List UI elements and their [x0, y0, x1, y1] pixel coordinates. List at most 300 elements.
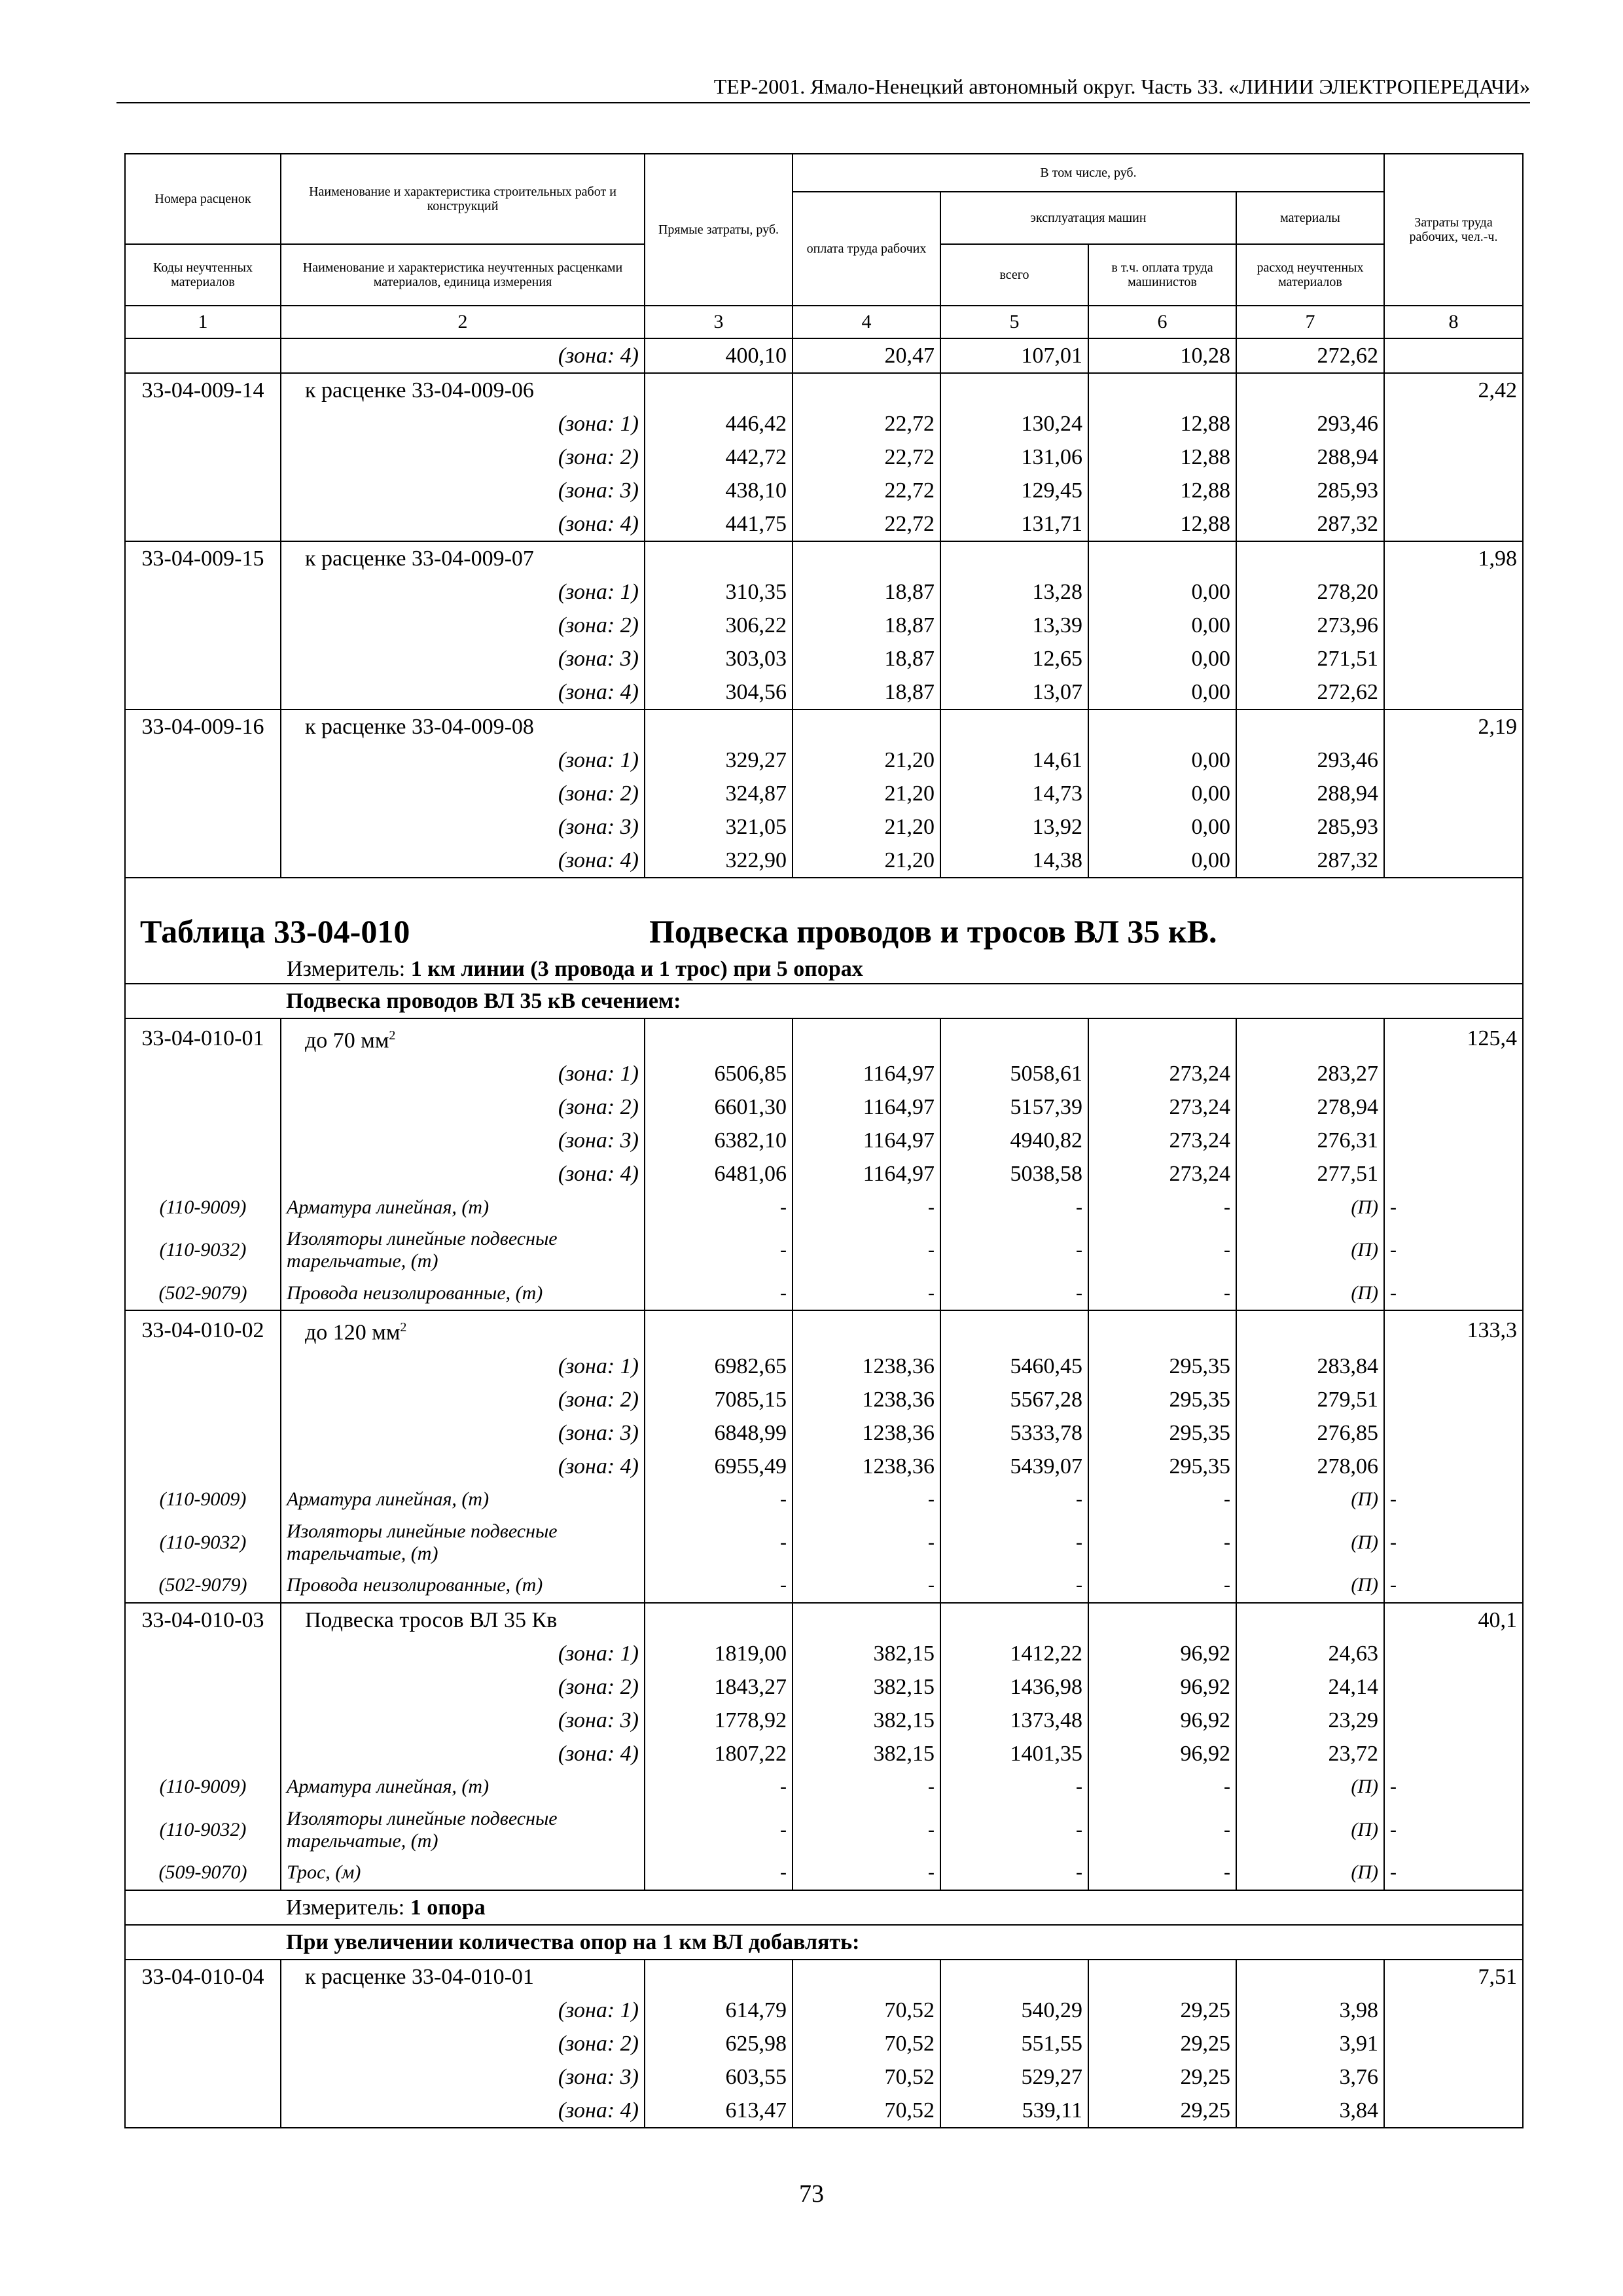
labor-cell [1384, 1057, 1523, 1090]
code-cell [125, 642, 281, 675]
zone-row [125, 507, 1523, 541]
operator-wages-cell: 295,35 [1088, 1450, 1236, 1483]
empty-cell [1236, 373, 1384, 407]
code-cell [125, 1994, 281, 2027]
code-cell [125, 2027, 281, 2060]
col-header-wages: оплата труда рабочих [793, 192, 940, 306]
rate-code: 33-04-009-15 [125, 541, 281, 575]
material-name: Изоляторы линейные подвесные тарельчатые, (т) [281, 1804, 645, 1856]
zone-label: (зона: 2) [281, 1670, 645, 1704]
material-dash: - [1384, 1770, 1523, 1804]
rate-name [281, 709, 645, 744]
code-cell [125, 575, 281, 609]
code-cell [125, 744, 281, 777]
wages-cell: 1238,36 [793, 1383, 940, 1416]
materials-cell: 276,31 [1236, 1124, 1384, 1157]
code-cell [125, 1157, 281, 1191]
wages-cell: 21,20 [793, 744, 940, 777]
material-dash: - [1384, 1516, 1523, 1569]
material-dash: - [1384, 1276, 1523, 1310]
wages-cell: 382,15 [793, 1704, 940, 1737]
empty-cell [793, 709, 940, 744]
empty-cell [940, 541, 1088, 575]
zone-row [125, 1124, 1523, 1157]
direct-cost-cell: 6506,85 [645, 1057, 793, 1090]
code-cell [125, 1057, 281, 1090]
code-cell [125, 2094, 281, 2128]
machines-cell: 5567,28 [940, 1383, 1088, 1416]
code-cell [125, 1450, 281, 1483]
measure-value: 1 опора [410, 1895, 486, 1920]
empty-cell [1236, 1310, 1384, 1349]
machines-cell: 5157,39 [940, 1090, 1088, 1124]
zone-row [125, 1383, 1523, 1416]
empty-cell [1088, 1310, 1236, 1349]
material-name: Арматура линейная, (т) [281, 1483, 645, 1516]
zone-row [125, 407, 1523, 440]
code-cell [125, 1383, 281, 1416]
operator-wages-cell: 0,00 [1088, 744, 1236, 777]
table-title: Подвеска проводов и тросов ВЛ 35 кВ. [649, 913, 1217, 950]
materials-cell: 287,32 [1236, 844, 1384, 878]
zone-label: (зона: 4) [281, 675, 645, 709]
direct-cost-cell: 6982,65 [645, 1350, 793, 1383]
wages-cell: 1238,36 [793, 1416, 940, 1450]
material-name: Провода неизолированные, (т) [281, 1569, 645, 1603]
machines-cell: 551,55 [940, 2027, 1088, 2060]
wages-cell: 21,20 [793, 844, 940, 878]
col-header-material-names: Наименование и характеристика неучтенных расценками материалов, единица измерения [281, 244, 645, 306]
rate-name [281, 541, 645, 575]
code-cell [125, 1670, 281, 1704]
code-cell [125, 507, 281, 541]
material-row [125, 1770, 1523, 1804]
material-mark: (П) [1236, 1804, 1384, 1856]
material-code: (502-9079) [125, 1569, 281, 1603]
labor-cell: 1,98 [1384, 541, 1523, 575]
zone-row [125, 2094, 1523, 2128]
section-spacer [125, 1890, 281, 1925]
material-mark: (П) [1236, 1569, 1384, 1603]
material-dash: - [1088, 1569, 1236, 1603]
material-name: Изоляторы линейные подвесные тарельчатые, (т) [281, 1516, 645, 1569]
labor-cell [1384, 2060, 1523, 2094]
labor-cell [1384, 1124, 1523, 1157]
rate-code: 33-04-010-03 [125, 1603, 281, 1637]
section-spacer [125, 984, 281, 1018]
machines-cell: 1401,35 [940, 1737, 1088, 1770]
operator-wages-cell: 0,00 [1088, 609, 1236, 642]
direct-cost-cell: 446,42 [645, 407, 793, 440]
rate-name-text: Подвеска тросов ВЛ 35 Кв [305, 1607, 558, 1632]
col-header-materials: материалы [1236, 192, 1384, 244]
rate-name [281, 1603, 645, 1637]
zone-row [125, 844, 1523, 878]
machines-cell: 1412,22 [940, 1637, 1088, 1670]
operator-wages-cell: 12,88 [1088, 507, 1236, 541]
direct-cost-cell: 603,55 [645, 2060, 793, 2094]
material-dash: - [1384, 1856, 1523, 1890]
code-cell [125, 407, 281, 440]
operator-wages-cell: 96,92 [1088, 1670, 1236, 1704]
empty-cell [940, 1960, 1088, 1994]
zone-row [125, 642, 1523, 675]
material-dash: - [940, 1224, 1088, 1276]
rate-name-superscript: 2 [389, 1028, 396, 1043]
table-header [125, 154, 1523, 338]
operator-wages-cell: 295,35 [1088, 1416, 1236, 1450]
empty-cell [940, 709, 1088, 744]
col-header-work-name: Наименование и характеристика строительных работ и конструкций [281, 154, 645, 244]
materials-cell: 283,84 [1236, 1350, 1384, 1383]
material-row [125, 1483, 1523, 1516]
direct-cost-cell: 1819,00 [645, 1637, 793, 1670]
labor-cell [1384, 2094, 1523, 2128]
empty-cell [1088, 373, 1236, 407]
material-dash: - [793, 1224, 940, 1276]
labor-cell: 2,19 [1384, 709, 1523, 744]
wages-cell: 21,20 [793, 777, 940, 810]
material-dash: - [793, 1483, 940, 1516]
wages-cell: 1238,36 [793, 1450, 940, 1483]
material-dash: - [940, 1856, 1088, 1890]
col-header-machines: эксплуатация машин [940, 192, 1236, 244]
materials-cell: 3,98 [1236, 1994, 1384, 2027]
zone-label: (зона: 2) [281, 777, 645, 810]
labor-cell [1384, 1637, 1523, 1670]
zone-row [125, 1737, 1523, 1770]
empty-cell [1236, 1018, 1384, 1057]
zone-row [125, 474, 1523, 507]
code-cell [125, 1637, 281, 1670]
section-row-text [281, 984, 1523, 1018]
materials-cell: 3,84 [1236, 2094, 1384, 2128]
labor-cell: 2,42 [1384, 373, 1523, 407]
operator-wages-cell: 12,88 [1088, 440, 1236, 474]
code-cell [125, 338, 281, 373]
operator-wages-cell: 273,24 [1088, 1157, 1236, 1191]
materials-cell: 23,72 [1236, 1737, 1384, 1770]
empty-cell [645, 373, 793, 407]
material-dash: - [940, 1483, 1088, 1516]
code-cell [125, 777, 281, 810]
wages-cell: 382,15 [793, 1737, 940, 1770]
column-number: 8 [1384, 306, 1523, 338]
zone-label: (зона: 4) [281, 2094, 645, 2128]
measure-label: Измеритель: [286, 1895, 405, 1920]
zone-label: (зона: 1) [281, 744, 645, 777]
empty-cell [793, 1960, 940, 1994]
zone-label: (зона: 1) [281, 407, 645, 440]
material-name: Арматура линейная, (т) [281, 1770, 645, 1804]
wages-cell: 382,15 [793, 1637, 940, 1670]
empty-cell [645, 1018, 793, 1057]
empty-cell [645, 709, 793, 744]
material-dash: - [793, 1276, 940, 1310]
measure-label: Измеритель: [287, 957, 406, 981]
empty-cell [940, 1018, 1088, 1057]
zone-row [125, 744, 1523, 777]
wages-cell: 1164,97 [793, 1090, 940, 1124]
section-spacer [125, 1925, 281, 1960]
materials-cell: 271,51 [1236, 642, 1384, 675]
empty-cell [1236, 541, 1384, 575]
material-code: (502-9079) [125, 1276, 281, 1310]
zone-row [125, 1350, 1523, 1383]
wages-cell: 70,52 [793, 2027, 940, 2060]
labor-cell [1384, 440, 1523, 474]
column-number: 1 [125, 306, 281, 338]
material-dash: - [645, 1276, 793, 1310]
machines-cell: 13,92 [940, 810, 1088, 844]
materials-cell: 287,32 [1236, 507, 1384, 541]
materials-cell: 285,93 [1236, 474, 1384, 507]
material-mark: (П) [1236, 1276, 1384, 1310]
material-dash: - [1088, 1770, 1236, 1804]
code-cell [125, 440, 281, 474]
materials-cell: 278,94 [1236, 1090, 1384, 1124]
table-title-row [125, 878, 1523, 984]
labor-cell [1384, 1383, 1523, 1416]
section-title: При увеличении количества опор на 1 км ВЛ добавлять: [286, 1929, 860, 1954]
material-dash: - [1384, 1483, 1523, 1516]
wages-cell: 22,72 [793, 507, 940, 541]
rate-table [124, 153, 1524, 2128]
material-name: Изоляторы линейные подвесные тарельчатые, (т) [281, 1224, 645, 1276]
labor-cell [1384, 407, 1523, 440]
rate-name [281, 1310, 645, 1349]
zone-label: (зона: 3) [281, 1124, 645, 1157]
material-mark: (П) [1236, 1516, 1384, 1569]
machines-cell: 12,65 [940, 642, 1088, 675]
col-header-rate-numbers: Номера расценок [125, 154, 281, 244]
labor-cell [1384, 338, 1523, 373]
running-header: ТЕР-2001. Ямало-Ненецкий автономный округ. Часть 33. «ЛИНИИ ЭЛЕКТРОПЕРЕДАЧИ» [116, 73, 1530, 103]
empty-cell [1088, 709, 1236, 744]
zone-row [125, 2027, 1523, 2060]
labor-cell [1384, 642, 1523, 675]
materials-cell: 3,91 [1236, 2027, 1384, 2060]
materials-cell: 24,14 [1236, 1670, 1384, 1704]
column-numbers-row [125, 306, 1523, 338]
rate-row [125, 1310, 1523, 1349]
direct-cost-cell: 304,56 [645, 675, 793, 709]
wages-cell: 1238,36 [793, 1350, 940, 1383]
machines-cell: 130,24 [940, 407, 1088, 440]
labor-cell [1384, 1450, 1523, 1483]
machines-cell: 529,27 [940, 2060, 1088, 2094]
operator-wages-cell: 29,25 [1088, 2060, 1236, 2094]
code-cell [125, 2060, 281, 2094]
empty-cell [645, 1603, 793, 1637]
zone-row [125, 1090, 1523, 1124]
labor-cell [1384, 1737, 1523, 1770]
material-dash: - [1384, 1804, 1523, 1856]
empty-cell [1236, 1960, 1384, 1994]
empty-cell [940, 1603, 1088, 1637]
rate-name-text: к расценке 33-04-009-08 [305, 715, 534, 739]
zone-label: (зона: 4) [281, 1737, 645, 1770]
material-dash: - [645, 1770, 793, 1804]
zone-label: (зона: 2) [281, 2027, 645, 2060]
wages-cell: 1164,97 [793, 1057, 940, 1090]
operator-wages-cell: 295,35 [1088, 1383, 1236, 1416]
empty-cell [793, 1310, 940, 1349]
material-dash: - [1384, 1224, 1523, 1276]
materials-cell: 278,06 [1236, 1450, 1384, 1483]
zone-label: (зона: 4) [281, 1450, 645, 1483]
zone-row [125, 1450, 1523, 1483]
material-row [125, 1856, 1523, 1890]
operator-wages-cell: 0,00 [1088, 642, 1236, 675]
rate-name-text: до 120 мм [305, 1320, 401, 1345]
code-cell [125, 810, 281, 844]
zone-row [125, 810, 1523, 844]
col-header-operator-wages: в т.ч. оплата труда машинистов [1088, 244, 1236, 306]
materials-cell: 288,94 [1236, 440, 1384, 474]
material-code: (110-9009) [125, 1770, 281, 1804]
zone-label: (зона: 1) [281, 1637, 645, 1670]
operator-wages-cell: 0,00 [1088, 575, 1236, 609]
material-dash: - [940, 1276, 1088, 1310]
direct-cost-cell: 1843,27 [645, 1670, 793, 1704]
col-header-direct-costs: Прямые затраты, руб. [645, 154, 793, 306]
material-mark: (П) [1236, 1224, 1384, 1276]
zone-label: (зона: 2) [281, 1383, 645, 1416]
direct-cost-cell: 6481,06 [645, 1157, 793, 1191]
zone-label: (зона: 3) [281, 1416, 645, 1450]
labor-cell: 7,51 [1384, 1960, 1523, 1994]
direct-cost-cell: 1807,22 [645, 1737, 793, 1770]
direct-cost-cell: 6382,10 [645, 1124, 793, 1157]
material-dash: - [793, 1191, 940, 1224]
direct-cost-cell: 6955,49 [645, 1450, 793, 1483]
machines-cell: 5038,58 [940, 1157, 1088, 1191]
rate-name-superscript: 2 [400, 1320, 407, 1335]
operator-wages-cell: 0,00 [1088, 810, 1236, 844]
empty-cell [940, 1310, 1088, 1349]
direct-cost-cell: 321,05 [645, 810, 793, 844]
col-header-group: В том числе, руб. [793, 154, 1384, 192]
zone-row [125, 1670, 1523, 1704]
zone-label: (зона: 4) [281, 844, 645, 878]
material-dash: - [940, 1804, 1088, 1856]
material-dash: - [793, 1569, 940, 1603]
labor-cell [1384, 744, 1523, 777]
direct-cost-cell: 400,10 [645, 338, 793, 373]
material-dash: - [1088, 1191, 1236, 1224]
labor-cell [1384, 1704, 1523, 1737]
section-row-text [281, 1925, 1523, 1960]
direct-cost-cell: 310,35 [645, 575, 793, 609]
empty-cell [793, 541, 940, 575]
rate-row [125, 541, 1523, 575]
empty-cell [793, 373, 940, 407]
rate-code: 33-04-010-01 [125, 1018, 281, 1057]
material-dash: - [645, 1569, 793, 1603]
operator-wages-cell: 0,00 [1088, 844, 1236, 878]
labor-cell [1384, 1090, 1523, 1124]
zone-label: (зона: 2) [281, 609, 645, 642]
operator-wages-cell: 0,00 [1088, 675, 1236, 709]
machines-cell: 1436,98 [940, 1670, 1088, 1704]
zone-label: (зона: 3) [281, 1704, 645, 1737]
section-row [125, 984, 1523, 1018]
labor-cell [1384, 609, 1523, 642]
empty-cell [1088, 1603, 1236, 1637]
rate-row [125, 1960, 1523, 1994]
direct-cost-cell: 613,47 [645, 2094, 793, 2128]
zone-row [125, 1704, 1523, 1737]
wages-cell: 20,47 [793, 338, 940, 373]
wages-cell: 70,52 [793, 2094, 940, 2128]
machines-cell: 14,61 [940, 744, 1088, 777]
material-dash: - [1088, 1856, 1236, 1890]
direct-cost-cell: 625,98 [645, 2027, 793, 2060]
measure-value: 1 км линии (3 провода и 1 трос) при 5 опорах [410, 957, 863, 981]
material-dash: - [1384, 1569, 1523, 1603]
labor-cell [1384, 507, 1523, 541]
zone-label: (зона: 1) [281, 1057, 645, 1090]
machines-cell: 13,07 [940, 675, 1088, 709]
machines-cell: 5460,45 [940, 1350, 1088, 1383]
direct-cost-cell: 329,27 [645, 744, 793, 777]
wages-cell: 1164,97 [793, 1124, 940, 1157]
direct-cost-cell: 1778,92 [645, 1704, 793, 1737]
material-dash: - [1088, 1483, 1236, 1516]
direct-cost-cell: 6848,99 [645, 1416, 793, 1450]
empty-cell [1236, 1603, 1384, 1637]
materials-cell: 283,27 [1236, 1057, 1384, 1090]
material-row [125, 1516, 1523, 1569]
material-row [125, 1804, 1523, 1856]
section-title: Подвеска проводов ВЛ 35 кВ сечением: [286, 989, 681, 1013]
material-code: (110-9032) [125, 1224, 281, 1276]
material-code: (110-9009) [125, 1483, 281, 1516]
materials-cell: 272,62 [1236, 338, 1384, 373]
material-dash: - [645, 1856, 793, 1890]
rate-name-text: к расценке 33-04-010-01 [305, 1964, 534, 1989]
labor-cell [1384, 1670, 1523, 1704]
code-cell [125, 1737, 281, 1770]
code-cell [125, 1124, 281, 1157]
zone-label: (зона: 4) [281, 338, 645, 373]
empty-cell [645, 1310, 793, 1349]
material-dash: - [645, 1191, 793, 1224]
material-dash: - [793, 1516, 940, 1569]
machines-cell: 5058,61 [940, 1057, 1088, 1090]
wages-cell: 70,52 [793, 2060, 940, 2094]
zone-label: (зона: 2) [281, 440, 645, 474]
material-mark: (П) [1236, 1191, 1384, 1224]
labor-cell [1384, 777, 1523, 810]
material-name: Провода неизолированные, (т) [281, 1276, 645, 1310]
zone-row [125, 1994, 1523, 2027]
materials-cell: 279,51 [1236, 1383, 1384, 1416]
rate-name [281, 1018, 645, 1057]
direct-cost-cell: 7085,15 [645, 1383, 793, 1416]
wages-cell: 18,87 [793, 642, 940, 675]
wages-cell: 1164,97 [793, 1157, 940, 1191]
rate-name [281, 1960, 645, 1994]
zone-row [125, 675, 1523, 709]
wages-cell: 22,72 [793, 440, 940, 474]
material-mark: (П) [1236, 1856, 1384, 1890]
zone-row [125, 1157, 1523, 1191]
material-row [125, 1191, 1523, 1224]
column-number: 6 [1088, 306, 1236, 338]
material-dash: - [793, 1856, 940, 1890]
